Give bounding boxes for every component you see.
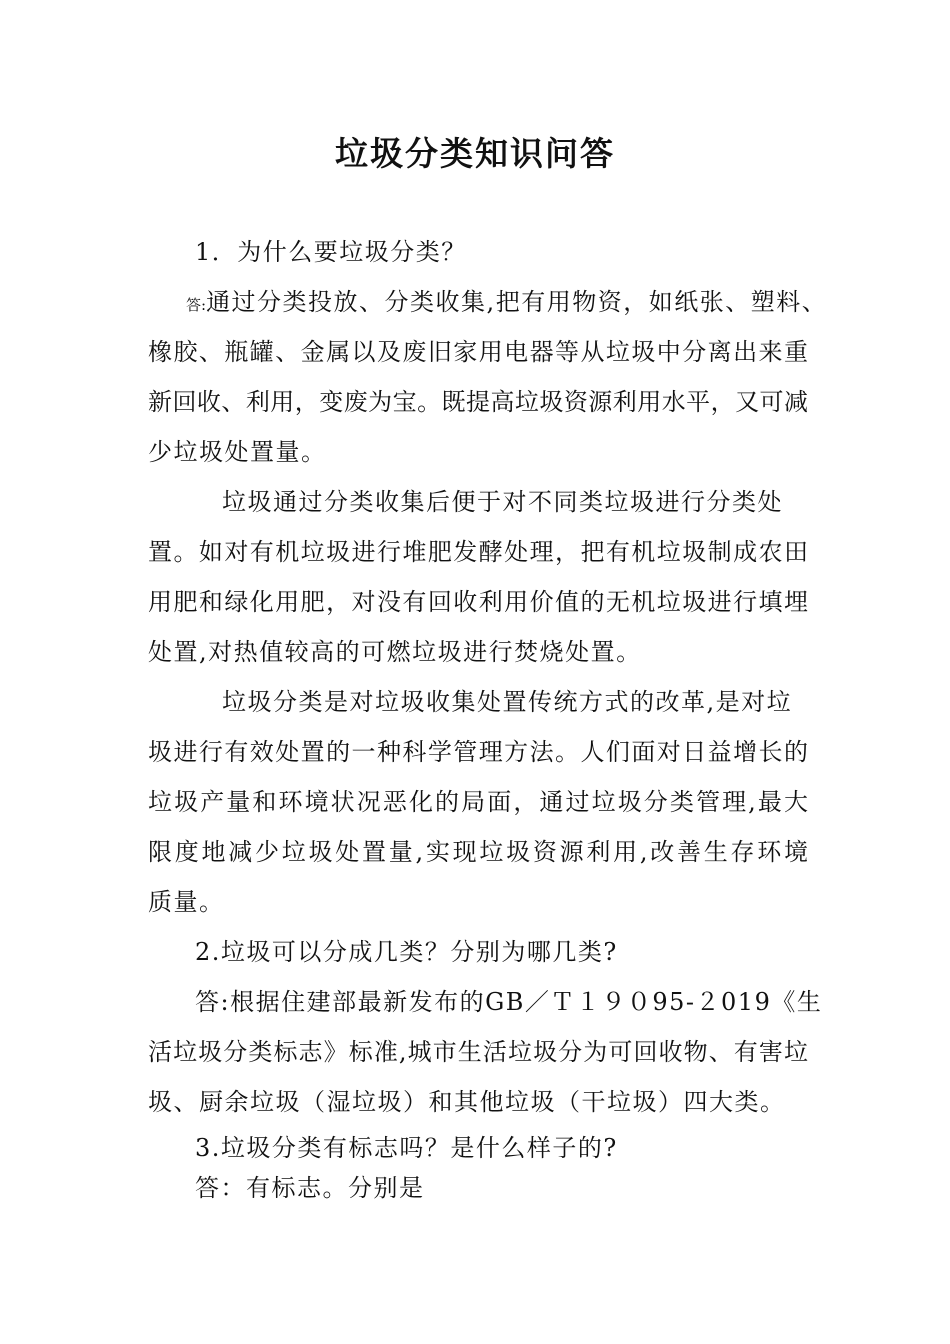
question-2: 2.垃圾可以分成几类？分别为哪几类? xyxy=(195,938,618,966)
answer-2-line-1: 答:根据住建部最新发布的GB／Ｔ１９０95-２019《生 xyxy=(195,988,823,1016)
answer-1-line-2: 橡胶、瓶罐、金属以及废旧家用电器等从垃圾中分离出来重 xyxy=(148,338,808,366)
paragraph-3-line-2: 圾进行有效处置的一种科学管理方法。人们面对日益增长的 xyxy=(148,738,808,766)
answer-2-line-2: 活垃圾分类标志》标准,城市生活垃圾分为可回收物、有害垃 xyxy=(148,1038,808,1066)
paragraph-2-line-3: 用肥和绿化用肥，对没有回收利用价值的无机垃圾进行填埋 xyxy=(148,588,808,616)
paragraph-2-line-2: 置。如对有机垃圾进行堆肥发酵处理，把有机垃圾制成农田 xyxy=(148,538,808,566)
paragraph-3-line-5: 质量。 xyxy=(148,888,225,916)
answer-prefix: 答: xyxy=(186,296,207,314)
paragraph-3-line-3: 垃圾产量和环境状况恶化的局面，通过垃圾分类管理,最大 xyxy=(148,788,808,816)
answer-1-line-1 xyxy=(186,286,827,321)
question-1: 1．为什么要垃圾分类？ xyxy=(195,238,467,266)
paragraph-2-line-4: 处置,对热值较高的可燃垃圾进行焚烧处置。 xyxy=(148,638,642,666)
answer-1-line-4: 少垃圾处置量。 xyxy=(148,438,327,466)
answer-1-line-3: 新回收、利用，变废为宝。既提高垃圾资源利用水平，又可减 xyxy=(148,388,808,416)
paragraph-3-line-1: 垃圾分类是对垃圾收集处置传统方式的改革,是对垃 xyxy=(222,688,793,716)
document-title: 垃圾分类知识问答 xyxy=(335,134,615,173)
answer-3: 答：有标志。分别是 xyxy=(195,1174,425,1202)
paragraph-2-line-1: 垃圾通过分类收集后便于对不同类垃圾进行分类处 xyxy=(222,488,783,516)
answer-1-text: 通过分类投放、分类收集,把有用物资，如纸张、塑料、 xyxy=(206,288,828,316)
question-3: 3.垃圾分类有标志吗？是什么样子的? xyxy=(195,1134,618,1162)
answer-2-line-3: 圾、厨余垃圾（湿垃圾）和其他垃圾（干垃圾）四大类。 xyxy=(148,1088,786,1116)
paragraph-3-line-4: 限度地减少垃圾处置量,实现垃圾资源利用,改善生存环境 xyxy=(148,838,808,866)
